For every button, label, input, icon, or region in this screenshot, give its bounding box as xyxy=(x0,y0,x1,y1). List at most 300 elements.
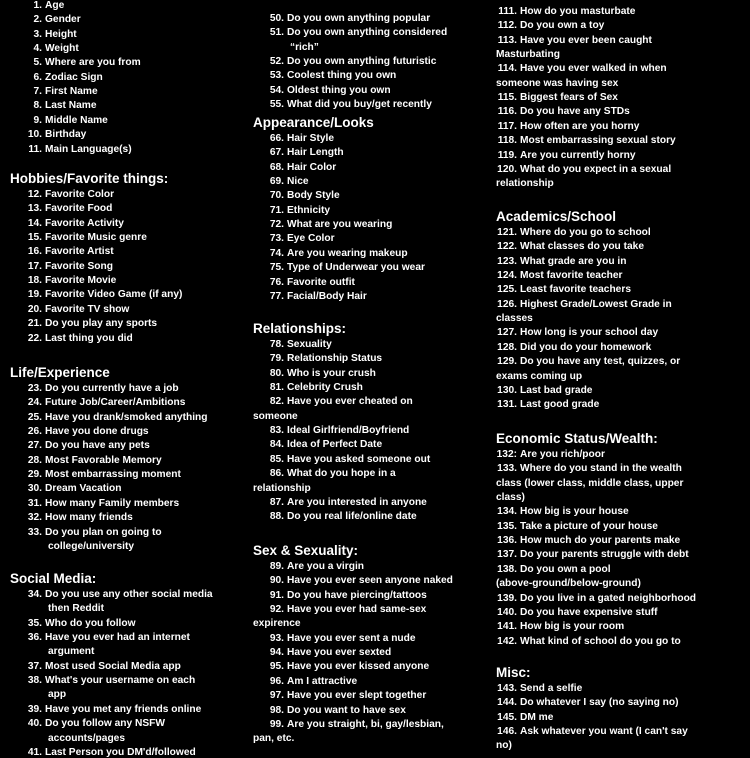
question-item xyxy=(267,291,367,302)
question-text: Gender xyxy=(45,14,81,26)
question-text: How often are you horny xyxy=(520,120,640,132)
question-number: 26. xyxy=(27,426,42,438)
question-text: What's your username on each xyxy=(45,675,196,687)
question-item xyxy=(267,147,344,158)
section-heading: Hobbies/Favorite things: xyxy=(10,171,169,186)
question-text: Height xyxy=(45,28,77,40)
question-number: 127. xyxy=(497,327,517,339)
question-item xyxy=(25,455,162,466)
question-number: 145. xyxy=(497,711,517,723)
question-number: 130. xyxy=(497,384,517,396)
question-item xyxy=(493,593,696,604)
question-number: 35. xyxy=(27,617,42,629)
question-item xyxy=(25,661,181,672)
question-number: 115. xyxy=(497,92,517,104)
question-item xyxy=(25,318,157,329)
question-number: 86. xyxy=(269,468,284,480)
question-text: Nice xyxy=(287,176,309,188)
question-number: 30. xyxy=(27,483,42,495)
question-item xyxy=(267,497,427,508)
question-text: Middle Name xyxy=(45,114,108,126)
question-item xyxy=(267,561,364,572)
question-item xyxy=(493,121,639,132)
question-continuation: class (lower class, middle class, upper xyxy=(496,477,684,489)
question-number: 98. xyxy=(269,704,284,716)
question-item xyxy=(25,483,121,494)
question-text: What did you buy/get recently xyxy=(287,99,432,111)
question-text: How do you masturbate xyxy=(520,6,636,17)
question-number: 31. xyxy=(27,497,42,509)
question-item xyxy=(493,241,644,252)
question-item xyxy=(25,289,182,300)
question-item xyxy=(25,115,108,126)
question-text: Do you use any other social media xyxy=(45,589,213,600)
question-text: Who is your crush xyxy=(287,367,376,379)
question-item xyxy=(267,70,396,81)
question-text: Have you ever sexted xyxy=(287,647,392,659)
question-text: Where do you stand in the wealth xyxy=(520,463,682,475)
question-text: First Name xyxy=(45,86,98,98)
question-number: 23. xyxy=(27,383,42,394)
question-text: How many friends xyxy=(45,512,133,524)
question-text: Last Name xyxy=(45,100,97,112)
question-item xyxy=(267,190,340,201)
question-text: Celebrity Crush xyxy=(287,382,363,394)
question-number: 144. xyxy=(497,697,517,709)
question-text: Do you have piercing/tattoos xyxy=(287,589,427,601)
question-text: Relationship Status xyxy=(287,353,383,365)
question-text: What do you hope in a xyxy=(287,468,396,480)
question-text: What kind of school do you go to xyxy=(520,635,681,647)
question-item xyxy=(267,248,408,259)
question-text: Send a selfie xyxy=(520,683,583,694)
question-text: Have you ever walked in when xyxy=(520,63,667,75)
question-number: 24. xyxy=(27,397,42,409)
question-text: Do whatever I say (no saying no) xyxy=(520,697,679,709)
question-item xyxy=(493,506,629,517)
question-continuation: relationship xyxy=(253,482,311,494)
question-number: 112. xyxy=(497,20,517,32)
question-text: Have you drank/smoked anything xyxy=(45,411,208,423)
question-text: Take a picture of your house xyxy=(520,520,658,532)
question-number: 73. xyxy=(269,233,284,245)
question-number: 14. xyxy=(27,217,42,229)
question-item xyxy=(493,549,689,560)
question-item xyxy=(267,633,416,644)
question-text: Favorite Artist xyxy=(45,246,114,258)
question-item xyxy=(25,512,133,523)
question-text: What grade are you in xyxy=(520,255,627,267)
question-number: 121. xyxy=(497,227,517,238)
question-text: Age xyxy=(45,0,65,11)
question-number: 114. xyxy=(497,63,517,75)
question-item xyxy=(267,176,309,187)
question-text: Have you ever been caught xyxy=(520,34,652,46)
question-item xyxy=(25,189,114,200)
question-text: Have you ever sent a nude xyxy=(287,632,416,644)
question-item xyxy=(493,399,599,410)
question-text: Favorite Song xyxy=(45,260,113,272)
question-text: What do you expect in a sexual xyxy=(520,163,672,175)
question-number: 27. xyxy=(27,440,42,452)
question-number: 53. xyxy=(269,70,284,82)
question-number: 128. xyxy=(497,341,517,353)
question-item xyxy=(267,690,426,701)
question-text: Sexuality xyxy=(287,339,332,350)
question-number: 126. xyxy=(497,298,517,310)
question-number: 125. xyxy=(497,284,517,296)
question-text: Favorite TV show xyxy=(45,303,130,315)
question-text: Do your parents struggle with debt xyxy=(520,549,689,561)
question-text: Birthday xyxy=(45,129,87,141)
question-item xyxy=(493,697,679,708)
question-number: 134. xyxy=(497,506,517,518)
question-item xyxy=(25,412,207,423)
question-item xyxy=(267,99,432,110)
question-number: 20. xyxy=(27,303,42,315)
question-number: 133. xyxy=(497,463,517,475)
question-number: 72. xyxy=(269,219,284,231)
question-number: 19. xyxy=(27,289,42,301)
question-continuation: someone was having sex xyxy=(496,77,619,89)
question-item xyxy=(25,261,113,272)
question-number: 78. xyxy=(269,339,284,350)
question-item xyxy=(25,86,98,97)
question-item xyxy=(25,333,133,344)
question-item xyxy=(25,304,129,315)
question-number: 51. xyxy=(269,27,284,39)
question-number: 91. xyxy=(269,589,284,601)
question-number: 36. xyxy=(27,632,42,644)
question-text: Do you follow any NSFW xyxy=(45,718,165,730)
question-continuation: pan, etc. xyxy=(253,733,295,745)
section-heading: Life/Experience xyxy=(10,365,110,380)
question-text: Are you rich/poor xyxy=(520,449,605,460)
question-continuation: no) xyxy=(496,740,512,752)
question-continuation: class) xyxy=(496,492,525,504)
question-text: Do you own a pool xyxy=(520,563,611,575)
question-text: How big is your house xyxy=(520,506,629,518)
question-text: How much do your parents make xyxy=(520,535,681,547)
question-text: Favorite Video Game (if any) xyxy=(45,289,183,301)
question-number: 87. xyxy=(269,496,284,508)
question-text: What are you wearing xyxy=(287,219,393,231)
question-item xyxy=(493,35,652,46)
question-item xyxy=(267,511,417,522)
question-number: 111. xyxy=(498,6,517,17)
question-number: 131. xyxy=(497,399,517,411)
question-text: Are you interested in anyone xyxy=(287,496,427,508)
question-number: 16. xyxy=(27,246,42,258)
question-item xyxy=(493,564,611,575)
question-number: 136. xyxy=(497,535,517,547)
section-heading: Academics/School xyxy=(496,209,617,224)
question-number: 25. xyxy=(27,411,42,423)
question-item xyxy=(25,29,77,40)
question-number: 22. xyxy=(27,332,42,344)
question-text: Do you real life/online date xyxy=(287,511,417,523)
question-item xyxy=(267,27,447,38)
question-continuation: someone xyxy=(253,410,298,422)
question-continuation: “rich” xyxy=(290,41,319,53)
question-number: 74. xyxy=(269,247,284,259)
question-number: 18. xyxy=(27,275,42,287)
question-number: 92. xyxy=(269,604,284,616)
question-number: 124. xyxy=(497,270,517,282)
question-text: Coolest thing you own xyxy=(287,70,397,82)
question-item xyxy=(267,719,444,730)
question-item xyxy=(25,498,179,509)
question-number: 140. xyxy=(497,606,517,618)
question-item xyxy=(25,232,147,243)
question-item xyxy=(267,85,391,96)
question-number: 113. xyxy=(497,34,517,46)
question-item xyxy=(493,135,676,146)
question-item xyxy=(493,327,658,338)
question-text: Most used Social Media app xyxy=(45,660,181,672)
question-number: 85. xyxy=(269,453,284,465)
question-item xyxy=(25,72,103,83)
question-text: Do you currently have a job xyxy=(45,383,179,394)
question-text: Have you met any friends online xyxy=(45,703,202,715)
question-item xyxy=(493,607,658,618)
question-number: 135. xyxy=(497,520,517,532)
question-text: Do you have any test, quizzes, or xyxy=(520,356,681,368)
question-number: 21. xyxy=(27,318,42,330)
question-text: Am I attractive xyxy=(287,675,358,687)
question-number: 143. xyxy=(497,683,517,694)
section-heading: Social Media: xyxy=(10,571,97,586)
question-number: 33. xyxy=(27,526,42,538)
question-text: Favorite outfit xyxy=(287,276,355,288)
question-text: Are you currently horny xyxy=(520,149,636,161)
question-text: Weight xyxy=(45,43,79,55)
question-number: 118. xyxy=(497,135,517,147)
question-item xyxy=(493,284,631,295)
question-text: Last Person you DM'd/followed xyxy=(45,746,196,758)
question-item xyxy=(267,382,363,393)
question-item xyxy=(267,590,427,601)
question-number: 99. xyxy=(269,718,284,730)
section-heading: Sex & Sexuality: xyxy=(253,543,359,558)
question-continuation: college/university xyxy=(48,540,135,552)
question-text: Dream Vacation xyxy=(45,483,122,495)
question-item xyxy=(493,385,592,396)
question-number: 139. xyxy=(497,592,517,604)
question-item xyxy=(267,604,426,615)
question-text: Favorite Music genre xyxy=(45,232,147,244)
question-item xyxy=(493,20,604,31)
question-item xyxy=(493,63,667,74)
question-number: 77. xyxy=(269,290,284,302)
question-text: Favorite Food xyxy=(45,203,113,215)
question-item xyxy=(267,647,391,658)
question-item xyxy=(493,463,682,474)
question-item xyxy=(25,43,79,54)
question-number: 120. xyxy=(497,163,517,175)
question-number: 81. xyxy=(269,382,284,394)
question-text: Do you want to have sex xyxy=(287,704,406,716)
question-item xyxy=(493,227,651,238)
question-continuation: then Reddit xyxy=(48,603,105,615)
question-number: 138. xyxy=(497,563,517,575)
question-item xyxy=(25,527,162,538)
question-number: 54. xyxy=(269,84,284,96)
question-number: 137. xyxy=(497,549,517,561)
question-text: Most embarrassing moment xyxy=(45,469,181,481)
question-text: Have you ever slept together xyxy=(287,690,427,702)
question-number: 132: xyxy=(496,449,517,460)
question-number: 55. xyxy=(269,99,284,111)
question-item xyxy=(25,218,124,229)
question-text: DM me xyxy=(520,711,554,723)
question-text: Do you have expensive stuff xyxy=(520,606,658,618)
question-item xyxy=(25,0,64,11)
question-number: 32. xyxy=(27,512,42,524)
question-item xyxy=(267,277,355,288)
question-number: 29. xyxy=(27,469,42,481)
question-text: Ask whatever you want (I can't say xyxy=(520,726,688,738)
question-number: 66. xyxy=(269,133,284,144)
question-item xyxy=(493,299,672,310)
question-text: Biggest fears of Sex xyxy=(520,92,618,104)
question-number: 90. xyxy=(269,575,284,587)
question-text: Did you do your homework xyxy=(520,341,652,353)
question-number: 141. xyxy=(497,621,517,633)
question-text: Facial/Body Hair xyxy=(287,290,367,302)
question-number: 4. xyxy=(33,43,42,55)
question-number: 129. xyxy=(497,356,517,368)
question-number: 38. xyxy=(27,675,42,687)
question-item xyxy=(267,233,335,244)
question-number: 8. xyxy=(33,100,42,112)
question-item xyxy=(493,106,630,117)
question-text: Least favorite teachers xyxy=(520,284,631,296)
question-number: 82. xyxy=(269,396,284,408)
question-number: 28. xyxy=(27,454,42,466)
question-continuation: expirence xyxy=(253,618,301,630)
question-item xyxy=(25,718,165,729)
question-item xyxy=(267,368,376,379)
question-number: 17. xyxy=(27,260,42,272)
question-continuation: classes xyxy=(496,313,533,325)
question-text: Are you wearing makeup xyxy=(287,247,408,259)
question-number: 13. xyxy=(27,203,42,215)
question-text: Where are you from xyxy=(45,57,141,69)
question-text: Do you own a toy xyxy=(520,20,605,32)
question-text: Highest Grade/Lowest Grade in xyxy=(520,298,672,310)
question-item xyxy=(267,454,430,465)
question-number: 9. xyxy=(33,114,42,126)
question-text: Do you own anything futuristic xyxy=(287,56,437,68)
question-continuation: accounts/pages xyxy=(48,732,125,744)
question-text: Do you own anything considered xyxy=(287,27,448,39)
question-item xyxy=(267,162,336,173)
question-number: 34. xyxy=(27,589,42,600)
question-item xyxy=(493,636,681,647)
question-number: 94. xyxy=(269,647,284,659)
question-item xyxy=(25,275,116,286)
question-number: 68. xyxy=(269,161,284,173)
question-item xyxy=(493,683,582,694)
question-number: 79. xyxy=(269,353,284,365)
question-number: 95. xyxy=(269,661,284,673)
question-item xyxy=(493,449,605,460)
question-number: 10. xyxy=(27,129,42,141)
question-item xyxy=(493,521,658,532)
question-item xyxy=(25,589,213,600)
question-number: 71. xyxy=(269,204,284,216)
question-number: 1. xyxy=(33,0,42,11)
question-item xyxy=(25,747,196,758)
question-text: What classes do you take xyxy=(520,241,644,253)
section-heading: Appearance/Looks xyxy=(253,115,374,130)
question-text: Hair Style xyxy=(287,133,334,144)
question-text: Type of Underwear you wear xyxy=(287,262,425,274)
question-text: Have you asked someone out xyxy=(287,453,431,465)
question-text: Do you plan on going to xyxy=(45,526,162,538)
question-number: 119. xyxy=(497,149,517,161)
question-text: Idea of Perfect Date xyxy=(287,439,383,451)
question-text: Body Style xyxy=(287,190,340,202)
question-number: 7. xyxy=(33,86,42,98)
question-item xyxy=(267,13,430,24)
question-number: 146. xyxy=(497,726,517,738)
question-item xyxy=(267,439,382,450)
question-text: Most Favorable Memory xyxy=(45,454,162,466)
question-number: 84. xyxy=(269,439,284,451)
question-item xyxy=(267,396,413,407)
question-item xyxy=(493,342,651,353)
question-text: Have you ever had an internet xyxy=(45,632,190,644)
question-text: Do you have any pets xyxy=(45,440,150,452)
question-text: Are you a virgin xyxy=(287,561,364,572)
question-continuation: argument xyxy=(48,646,95,658)
question-item xyxy=(493,92,618,103)
question-text: Last thing you did xyxy=(45,332,133,344)
question-number: 96. xyxy=(269,675,284,687)
question-number: 40. xyxy=(27,718,42,730)
question-item xyxy=(493,6,635,17)
question-number: 52. xyxy=(269,56,284,68)
question-text: Hair Length xyxy=(287,147,344,159)
question-item xyxy=(25,632,190,643)
question-item xyxy=(25,426,149,437)
question-item xyxy=(25,246,114,257)
question-text: Ethnicity xyxy=(287,204,331,216)
question-item xyxy=(493,270,622,281)
question-continuation: exams coming up xyxy=(496,370,583,382)
question-text: How long is your school day xyxy=(520,327,659,339)
question-text: Have you ever seen anyone naked xyxy=(287,575,453,587)
question-number: 93. xyxy=(269,632,284,644)
question-item xyxy=(267,133,334,144)
question-number: 122. xyxy=(497,241,517,253)
question-item xyxy=(267,353,382,364)
question-text: Favorite Activity xyxy=(45,217,124,229)
question-item xyxy=(267,676,357,687)
question-text: Ideal Girlfriend/Boyfriend xyxy=(287,425,410,437)
question-number: 12. xyxy=(27,189,42,200)
question-item xyxy=(267,661,429,672)
question-item xyxy=(25,203,112,214)
question-text: Have you ever cheated on xyxy=(287,396,413,408)
section-heading: Relationships: xyxy=(253,321,347,336)
section-heading: Economic Status/Wealth: xyxy=(496,431,658,446)
question-text: Favorite Color xyxy=(45,189,115,200)
question-text: Favorite Movie xyxy=(45,275,117,287)
question-text: Eye Color xyxy=(287,233,335,245)
